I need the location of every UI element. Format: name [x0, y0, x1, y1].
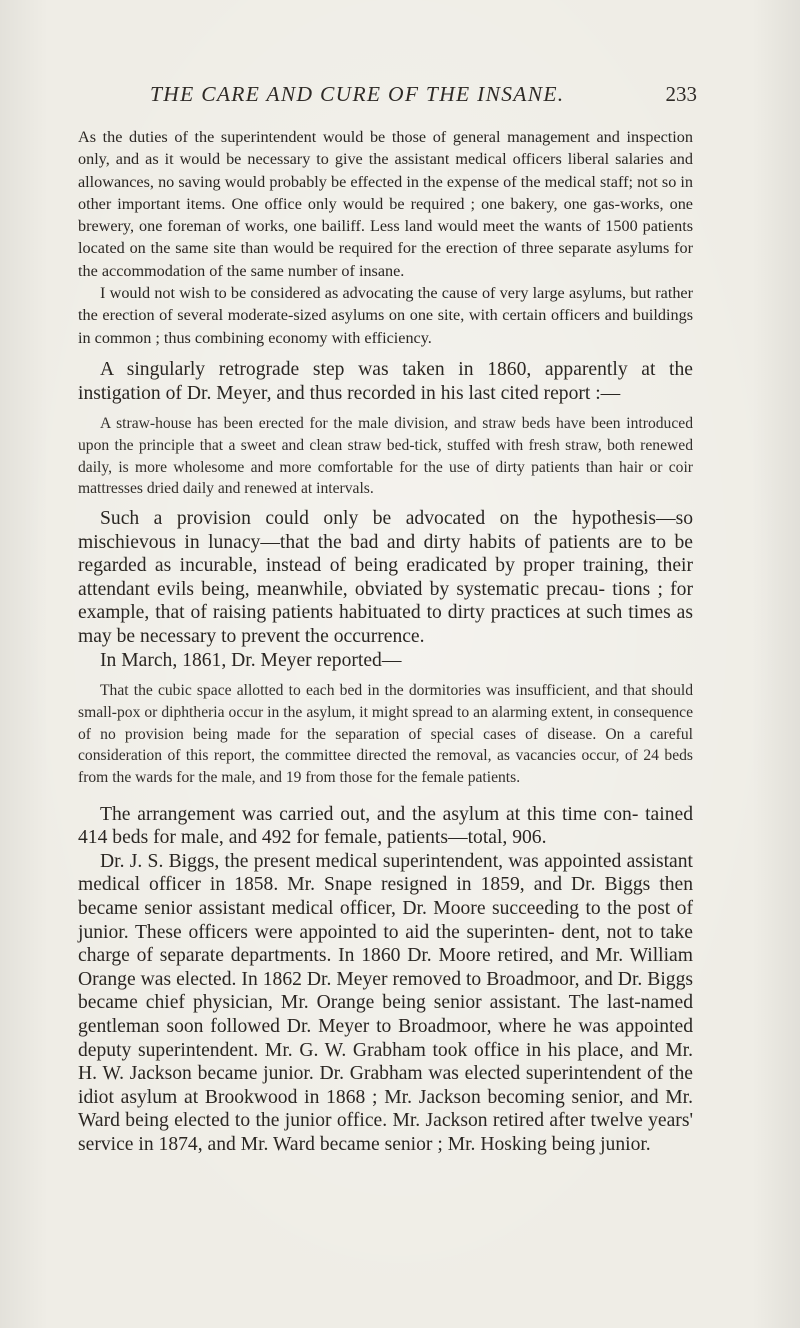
paragraph-large-asylums: I would not wish to be considered as advocating the cause of very large asylums, but rather the erection of several moderate-sized asylums on one site, with certain officers and buildings in common ; thus combining economy with efficiency.	[78, 284, 693, 347]
paragraph-march-1861: In March, 1861, Dr. Meyer reported—	[100, 649, 402, 671]
page-body	[78, 82, 697, 1157]
page-number: 233	[665, 82, 697, 106]
paragraph-superintendent-duties: As the duties of the superintendent would be those of general management and inspection only, and as it would be necessary to give the assistant medical officers liberal salaries and allowances, no saving would probably be effected in the expense of the medical staff; not so in other important items. One office only would be required ; one bakery, one gas-works, one brewery, one foreman of works, one bailiff. Less land would meet the wants of 1500 patients located on the same site than would be required for the erection of three separate asylums for the accommodation of the same number of insane.	[78, 128, 693, 280]
paragraph-arrangement: The arrangement was carried out, and the asylum at this time con- tained 414 beds for male, and 492 for female, patients—total, 906.	[78, 803, 693, 849]
paragraph-provision: Such a provision could only be advocated on the hypothesis—so mischievous in lunacy—that the bad and dirty habits of patients are to be regarded as incurable, instead of being eradicated by proper training, their attendant evils being, meanwhile, obviated by systematic precau- tions ; for example, that of raising patients habituated to dirty practices at such times as may be necessary to prevent the occurrence.	[78, 507, 693, 647]
paragraph-retrograde-step: A singularly retrograde step was taken in 1860, apparently at the instigation of Dr. Meyer, and thus recorded in his last cited report :—	[78, 358, 693, 404]
paragraph-biggs-history: Dr. J. S. Biggs, the present medical superintendent, was appointed assistant medical officer in 1858. Mr. Snape resigned in 1859, and Dr. Biggs then became senior assistant medical officer, Dr. Moore succeeding to the post of junior. These officers were appointed to aid the superinten- dent, not to take charge of separate departments. In 1860 Dr. Moore retired, and Mr. William Orange was elected. In 1862 Dr. Meyer removed to Broadmoor, and Dr. Biggs became chief physician, Mr. Orange being senior assistant. The last-named gentleman soon followed Dr. Meyer to Broadmoor, where he was appointed deputy superintendent. Mr. G. W. Grabham took office in his place, and Mr. H. W. Jackson became junior. Dr. Grabham was elected superintendent of the idiot asylum at Brookwood in 1868 ; Mr. Jackson becoming senior, and Mr. Ward being elected to the junior office. Mr. Jackson retired after twelve years' service in 1874, and Mr. Ward became senior ; Mr. Hosking being junior.	[78, 850, 693, 1155]
quote-cubic-space: That the cubic space allotted to each bed in the dormitories was insufficient, and that should small-pox or diphtheria occur in the asylum, it might spread to an alarming extent, in consequence of no provision being made for the separation of special cases of disease. On a careful consideration of this report, the committee directed the removal, as vacancies occur, of 24 beds from the wards for the male, and 19 from those for the female patients.	[78, 682, 693, 786]
page-header	[78, 82, 697, 116]
running-head: THE CARE AND CURE OF THE INSANE.	[150, 82, 565, 106]
quote-straw-house: A straw-house has been erected for the male division, and straw beds have been introduced upon the principle that a sweet and clean straw bed-tick, stuffed with fresh straw, both renewed daily, is more wholesome and more comfortable for the use of dirty patients than hair or coir mattresses dried daily and renewed at intervals.	[78, 415, 693, 498]
